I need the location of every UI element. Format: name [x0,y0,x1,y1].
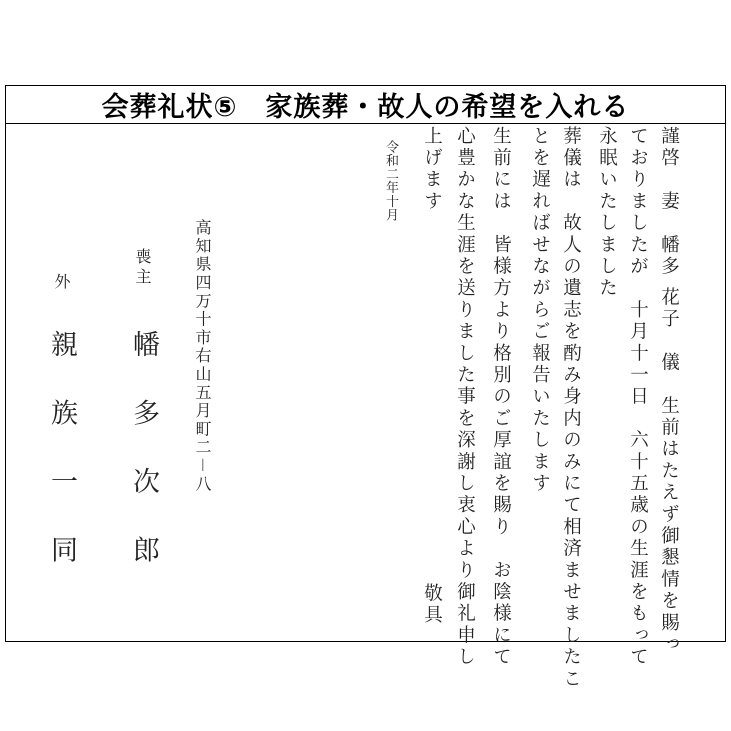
others-label: 外 [52,273,71,289]
sender-address: 高知県四万十市右山五月町二－八 [193,219,212,494]
letter-line-8: 上げます [421,126,443,213]
letter-date: 令和二年十月 [383,140,398,222]
title-bar [6,86,725,124]
letter-line-3: 永眠いたしました [596,126,618,300]
letter-line-2: ておりましたが 十月十一日 六十五歳の生涯をもって [627,126,649,669]
letter-line-4: 葬儀は 故人の遺志を酌み身内のみにて相済ませましたこ [560,126,582,691]
card-title: 会葬礼状⑤ 家族葬・故人の希望を入れる [101,92,630,123]
relatives-signature: 親 族 一 同 [46,330,77,571]
chief-mourner-label: 喪主 [133,248,152,288]
letter-line-5: とを遅ればせながらご報告いたします [529,126,551,495]
letter-line-1: 謹啓 妻 幡多 花子 儀 生前はたえず御懇情を賜っ [658,126,680,656]
letter-line-7: 心豊かな生涯を送りました事を深謝し衷心より御礼申し [454,126,476,669]
letter-line-6: 生前には 皆様方より格別のご厚誼を賜り お陰様にて [490,126,512,669]
chief-mourner-name: 幡 多 次 郎 [128,330,159,571]
closing-keigu: 敬具 [421,583,443,627]
